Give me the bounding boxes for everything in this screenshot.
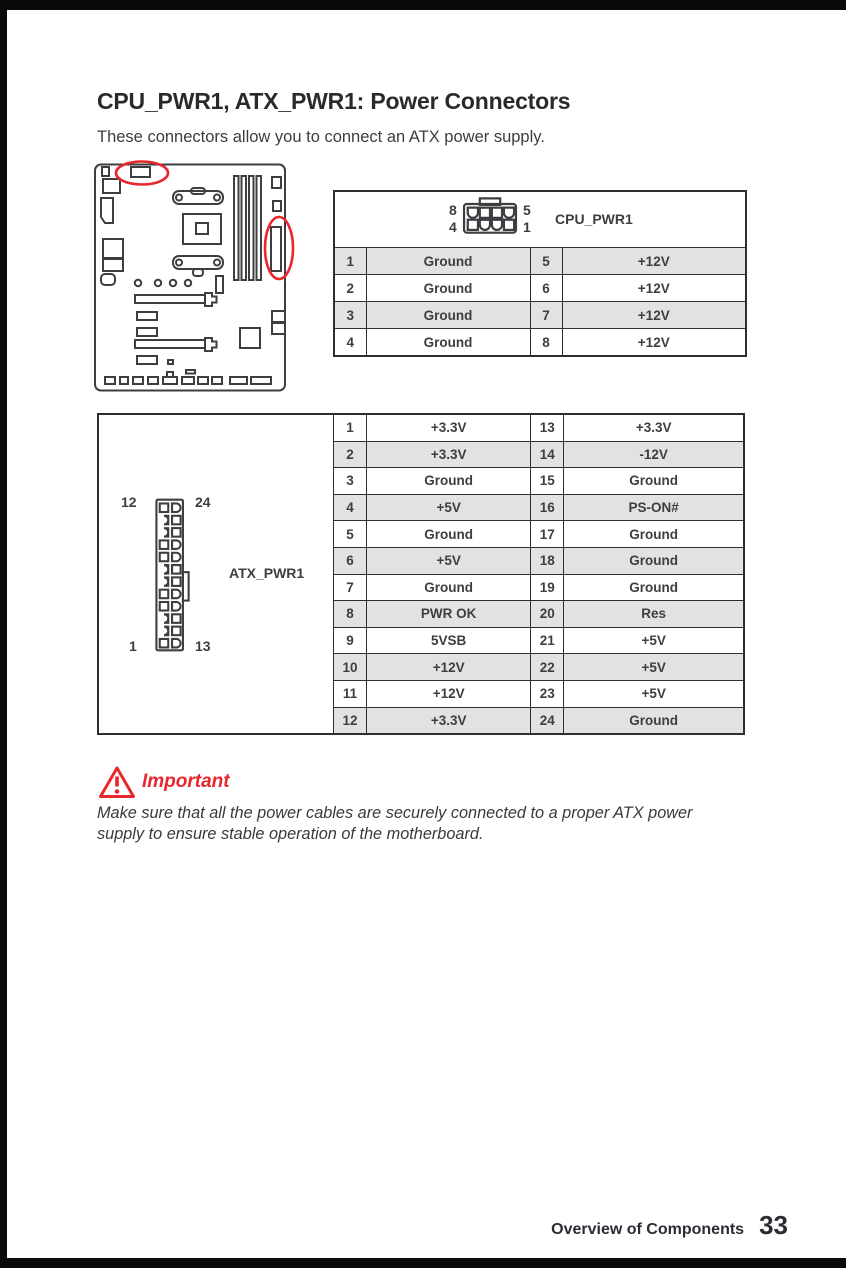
pin-signal-cell: Res xyxy=(564,601,744,628)
pin-signal-cell: +12V xyxy=(367,680,531,707)
pin-signal-cell: Ground xyxy=(367,521,531,548)
pin-number-cell: 3 xyxy=(334,302,366,329)
pin-number-cell: 21 xyxy=(531,627,564,654)
cpu-pin4-label: 4 xyxy=(449,219,457,235)
cpu-pwr1-pin-table xyxy=(333,190,747,357)
cpu-pin5-label: 5 xyxy=(523,202,531,218)
pin-number-cell: 1 xyxy=(333,414,366,441)
pin-number-cell: 7 xyxy=(530,302,562,329)
pin-signal-cell: Ground xyxy=(366,248,530,275)
pin-signal-cell: +5V xyxy=(564,680,744,707)
footer-page-number: 33 xyxy=(759,1210,788,1240)
pin-number-cell: 22 xyxy=(531,654,564,681)
cpu-pwr1-connector-shape xyxy=(131,167,150,177)
pin-signal-cell: 5VSB xyxy=(367,627,531,654)
pin-signal-cell: -12V xyxy=(564,441,744,468)
pin-number-cell: 2 xyxy=(333,441,366,468)
pin-number-cell: 11 xyxy=(333,680,366,707)
pin-number-cell: 19 xyxy=(531,574,564,601)
cpu-power-connector-icon xyxy=(462,197,518,235)
pin-number-cell: 1 xyxy=(334,248,366,275)
pin-signal-cell: +12V xyxy=(562,248,746,275)
pin-signal-cell: Ground xyxy=(564,707,744,734)
pin-number-cell: 6 xyxy=(530,275,562,302)
pin-number-cell: 23 xyxy=(531,680,564,707)
pin-number-cell: 14 xyxy=(531,441,564,468)
pin-signal-cell: +3.3V xyxy=(564,414,744,441)
pin-number-cell: 9 xyxy=(333,627,366,654)
atx-pin12-label: 12 xyxy=(121,494,137,510)
pin-number-cell: 7 xyxy=(333,574,366,601)
pin-number-cell: 6 xyxy=(333,547,366,574)
important-note-text: Make sure that all the power cables are securely connected to a proper ATX power supply to ensure stable operation of the motherboard. xyxy=(97,804,693,844)
important-heading: Important xyxy=(142,771,230,792)
pin-number-cell: 24 xyxy=(531,707,564,734)
pin-number-cell: 17 xyxy=(531,521,564,548)
pin-signal-cell: +12V xyxy=(562,275,746,302)
pin-signal-cell: +5V xyxy=(564,654,744,681)
atx-power-connector-icon xyxy=(155,495,191,655)
pin-number-cell: 8 xyxy=(530,329,562,357)
pin-signal-cell: PWR OK xyxy=(367,601,531,628)
manual-page xyxy=(7,10,846,1258)
pin-signal-cell: PS-ON# xyxy=(564,494,744,521)
atx-pwr1-pin-table xyxy=(97,413,745,735)
pin-signal-cell: Ground xyxy=(564,468,744,495)
pin-number-cell: 16 xyxy=(531,494,564,521)
page-footer xyxy=(551,1210,788,1241)
pin-signal-cell: Ground xyxy=(366,329,530,357)
pin-number-cell: 3 xyxy=(333,468,366,495)
table-row xyxy=(98,414,744,441)
pin-signal-cell: +3.3V xyxy=(367,441,531,468)
footer-section-title: Overview of Components xyxy=(551,1221,745,1238)
atx-pin24-label: 24 xyxy=(195,494,211,510)
cpu-pin1-label: 1 xyxy=(523,219,531,235)
pin-number-cell: 2 xyxy=(334,275,366,302)
warning-triangle-icon xyxy=(98,765,136,800)
table-row xyxy=(334,275,746,302)
table-row xyxy=(334,248,746,275)
pin-number-cell: 4 xyxy=(333,494,366,521)
page-subtitle: These connectors allow you to connect an ATX power supply. xyxy=(97,128,545,146)
pin-signal-cell: +5V xyxy=(564,627,744,654)
atx-pwr1-diagram-cell xyxy=(98,414,333,734)
atx-pwr1-connector-name: ATX_PWR1 xyxy=(229,565,305,581)
pin-signal-cell: Ground xyxy=(564,574,744,601)
pin-signal-cell: +5V xyxy=(367,494,531,521)
pin-number-cell: 20 xyxy=(531,601,564,628)
pin-number-cell: 5 xyxy=(333,521,366,548)
pin-signal-cell: +5V xyxy=(367,547,531,574)
pin-signal-cell: +12V xyxy=(562,329,746,357)
pin-signal-cell: Ground xyxy=(564,521,744,548)
pin-signal-cell: +12V xyxy=(562,302,746,329)
pin-number-cell: 18 xyxy=(531,547,564,574)
pin-number-cell: 8 xyxy=(333,601,366,628)
pin-signal-cell: Ground xyxy=(366,302,530,329)
pin-signal-cell: +3.3V xyxy=(367,707,531,734)
pin-signal-cell: Ground xyxy=(564,547,744,574)
pin-number-cell: 12 xyxy=(333,707,366,734)
pin-number-cell: 13 xyxy=(531,414,564,441)
pin-number-cell: 15 xyxy=(531,468,564,495)
table-row xyxy=(334,329,746,357)
atx-pwr1-connector-shape xyxy=(271,227,281,271)
table-row xyxy=(334,302,746,329)
atx-pin13-label: 13 xyxy=(195,638,211,654)
pin-signal-cell: +12V xyxy=(367,654,531,681)
cpu-pwr1-connector-name: CPU_PWR1 xyxy=(555,211,633,227)
pin-signal-cell: Ground xyxy=(367,468,531,495)
pin-signal-cell: Ground xyxy=(366,275,530,302)
cpu-pin8-label: 8 xyxy=(449,202,457,218)
motherboard-sketch xyxy=(93,162,288,394)
atx-pin1-label: 1 xyxy=(129,638,137,654)
pin-signal-cell: +3.3V xyxy=(367,414,531,441)
pin-number-cell: 5 xyxy=(530,248,562,275)
pin-number-cell: 4 xyxy=(334,329,366,357)
motherboard-diagram xyxy=(93,162,288,394)
pin-number-cell: 10 xyxy=(333,654,366,681)
cpu-pwr1-header xyxy=(334,191,746,248)
pin-signal-cell: Ground xyxy=(367,574,531,601)
page-title: CPU_PWR1, ATX_PWR1: Power Connectors xyxy=(97,88,571,114)
